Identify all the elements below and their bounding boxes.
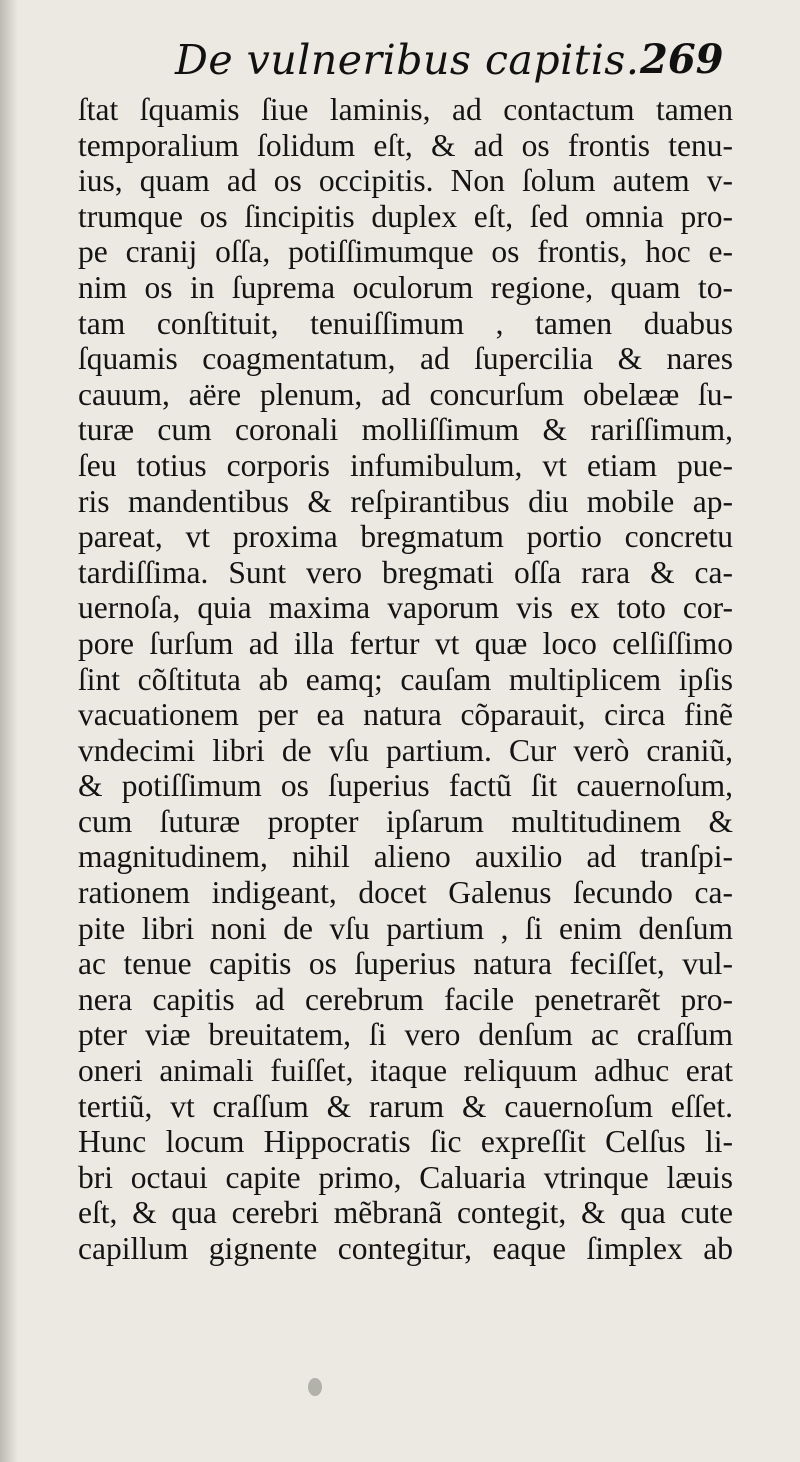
text-line: tam conſtituit, tenuiſſimum , tamen duabus bbox=[78, 305, 733, 341]
text-line: ac tenue capitis os ſuperius natura feciſſet, vul- bbox=[78, 946, 733, 982]
page-number: 269 bbox=[640, 36, 724, 83]
running-head-title: De vulneribus capitis. bbox=[175, 36, 640, 84]
text-line: ſtat ſquamis ſiue laminis, ad contactum tamen bbox=[78, 92, 733, 127]
running-head bbox=[0, 28, 800, 88]
page-gutter-shadow bbox=[0, 0, 18, 1462]
text-line: bri octaui capite primo, Caluaria vtrinque læuis bbox=[78, 1159, 733, 1195]
text-line: & potiſſimum os ſuperius factũ ſit cauernoſum, bbox=[78, 768, 733, 804]
text-line: ius, quam ad os occipitis. Non ſolum autem v- bbox=[78, 163, 733, 199]
text-line: capillum gignente contegitur, eaque ſimplex ab bbox=[78, 1231, 733, 1266]
text-line: nera capitis ad cerebrum facile penetrarẽt pro- bbox=[78, 981, 733, 1017]
text-line: pe cranij oſſa, potiſſimumque os frontis, hoc e- bbox=[78, 234, 733, 270]
text-line: rationem indigeant, docet Galenus ſecundo ca- bbox=[78, 875, 733, 911]
text-line: cauum, aëre plenum, ad concurſum obelææ ſu- bbox=[78, 376, 733, 412]
text-line: vndecimi libri de vſu partium. Cur verò craniũ, bbox=[78, 732, 733, 768]
text-line: vacuationem per ea natura cõparauit, circa finẽ bbox=[78, 697, 733, 733]
text-line: magnitudinem, nihil alieno auxilio ad tranſpi- bbox=[78, 839, 733, 875]
text-line: pite libri noni de vſu partium , ſi enim denſum bbox=[78, 910, 733, 946]
text-line: eſt, & qua cerebri mẽbranã contegit, & qua cute bbox=[78, 1195, 733, 1231]
text-line: ſquamis coagmentatum, ad ſupercilia & nares bbox=[78, 341, 733, 377]
text-line: tertiũ, vt craſſum & rarum & cauernoſum eſſet. bbox=[78, 1088, 733, 1124]
text-line: Hunc locum Hippocratis ſic expreſſit Celſus li- bbox=[78, 1124, 733, 1160]
text-line: temporalium ſolidum eſt, & ad os frontis tenu- bbox=[78, 127, 733, 163]
text-line: oneri animali fuiſſet, itaque reliquum adhuc erat bbox=[78, 1053, 733, 1089]
text-line: pore ſurſum ad illa fertur vt quæ loco celſiſſimo bbox=[78, 625, 733, 661]
text-line: ris mandentibus & reſpirantibus diu mobile ap- bbox=[78, 483, 733, 519]
text-line: ſeu totius corporis infumibulum, vt etiam pue- bbox=[78, 447, 733, 483]
text-line: turæ cum coronali molliſſimum & rariſſimum, bbox=[78, 412, 733, 448]
paper-speck bbox=[308, 1378, 322, 1396]
text-line: pareat, vt proxima bregmatum portio concretu bbox=[78, 519, 733, 555]
text-line: cum ſuturæ propter ipſarum multitudinem & bbox=[78, 803, 733, 839]
text-line: pter viæ breuitatem, ſi vero denſum ac craſſum bbox=[78, 1017, 733, 1053]
text-line: uernoſa, quia maxima vaporum vis ex toto cor- bbox=[78, 590, 733, 626]
body-text bbox=[78, 92, 733, 1267]
text-line: tardiſſima. Sunt vero bregmati oſſa rara & ca- bbox=[78, 554, 733, 590]
text-line: nim os in ſuprema oculorum regione, quam to- bbox=[78, 269, 733, 305]
text-line: trumque os ſincipitis duplex eſt, ſed omnia pro- bbox=[78, 198, 733, 234]
text-line: ſint cõſtituta ab eamq; cauſam multiplicem ipſis bbox=[78, 661, 733, 697]
